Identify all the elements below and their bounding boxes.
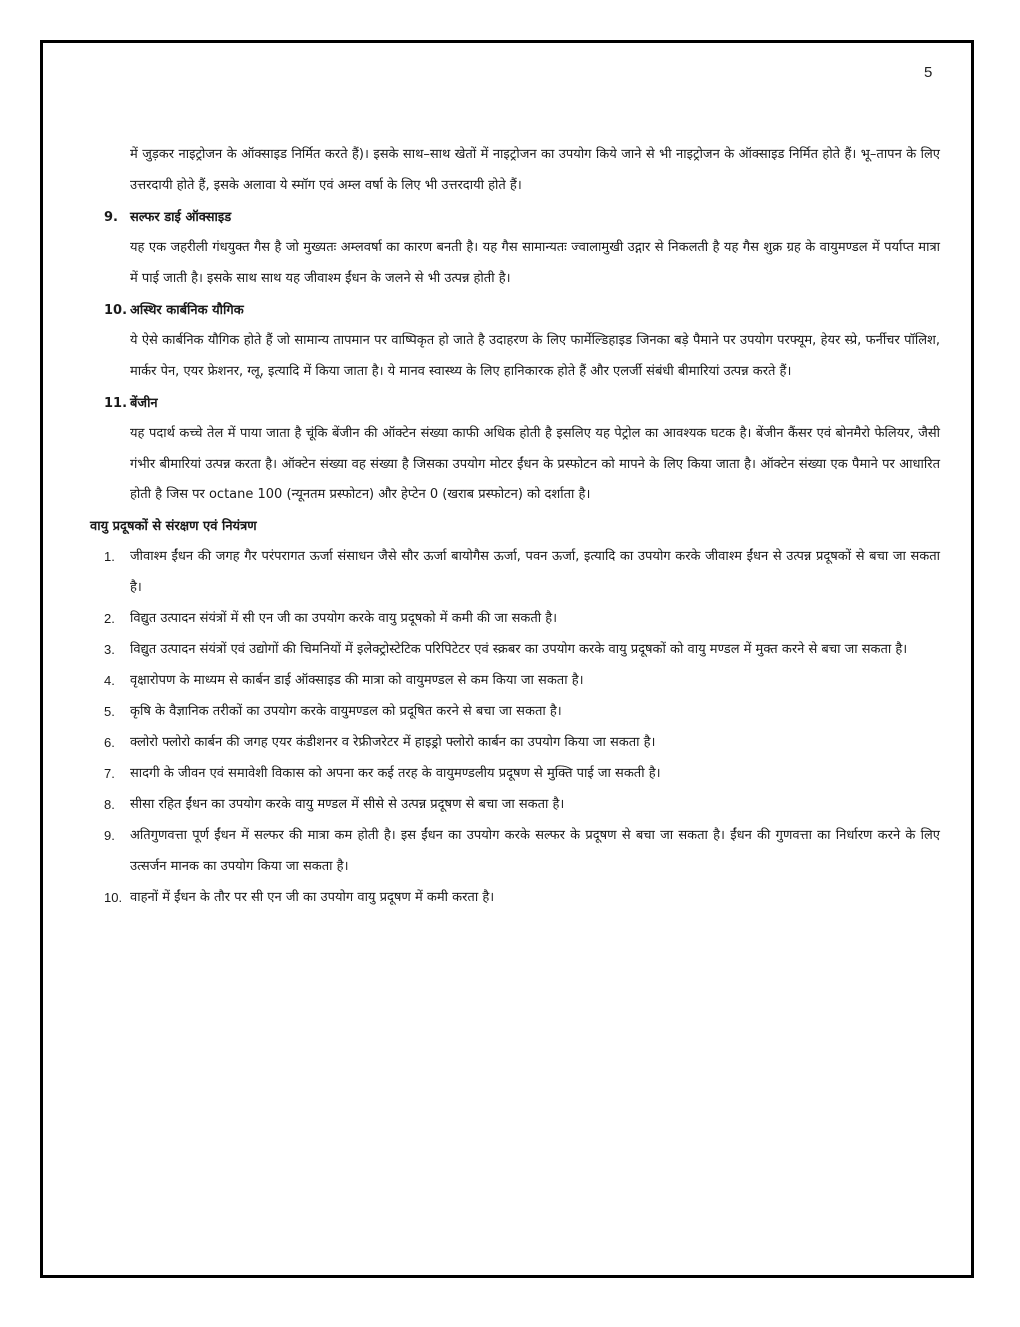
list-item (90, 820, 940, 882)
pollutant-heading (90, 203, 940, 233)
pollutant-item-voc (90, 296, 940, 387)
list-item-text: सीसा रहित ईंधन का उपयोग करके वायु मण्डल में सीसे से उत्पन्न प्रदूषण से बचा जा सकता है। (130, 796, 565, 812)
document-body (90, 140, 940, 913)
list-item-number: 1. (104, 548, 115, 564)
list-item-text: विद्युत उत्पादन संयंत्रों में सी एन जी का उपयोग करके वायु प्रदूषको में कमी की जा सकती है। (130, 610, 558, 626)
list-item (90, 696, 940, 727)
intro-paragraph: में जुड़कर नाइट्रोजन के ऑक्साइड निर्मित करते हैं)। इसके साथ–साथ खेतों में नाइट्रोजन का उपयोग किये जाने से भी नाइट्रोजन के ऑक्साइड निर्मित होते हैं। भू–तापन के लिए उत्तरदायी होते हैं, इसके अलावा ये स्मॉग एवं अम्ल वर्षा के लिए भी उत्तरदायी होते हैं। (130, 147, 940, 193)
pollutant-description: यह एक जहरीली गंधयुक्त गैस है जो मुख्यतः अम्लवर्षा का कारण बनती है। यह गैस सामान्यतः ज्वालामुखी उद्गार से निकलती है यह गैस शुक्र ग्रह के वायुमण्डल में पर्याप्त मात्रा में पाई जाती है। इसके साथ साथ यह जीवाश्म ईंधन के जलने से भी उत्पन्न होती है। (130, 240, 940, 286)
list-item (90, 727, 940, 758)
pollutant-item-benzene (90, 389, 940, 511)
list-item (90, 665, 940, 696)
list-item-number: 4. (104, 672, 115, 688)
list-item-number: 2. (104, 610, 115, 626)
list-item-text: जीवाश्म ईंधन की जगह गैर परंपरागत ऊर्जा संसाधन जैसे सौर ऊर्जा बायोगैस ऊर्जा, पवन ऊर्जा, इत्यादि का उपयोग करके जीवाश्म ईंधन से उत्पन्न प्रदूषकों से बचा जा सकता है। (130, 548, 940, 595)
list-item (90, 541, 940, 603)
list-item (90, 758, 940, 789)
list-item (90, 789, 940, 820)
pollutant-number: 10. (104, 303, 128, 318)
list-item-text: क्लोरो फ्लोरो कार्बन की जगह एयर कंडीशनर व रेफ्रीजरेटर में हाइड्रो फ्लोरो कार्बन का उपयोग किया जा सकता है। (130, 734, 656, 750)
pollutant-heading (90, 389, 940, 419)
pollutant-number: 9. (104, 210, 118, 225)
list-item-number: 7. (104, 765, 115, 781)
list-item (90, 882, 940, 913)
pollutant-item-sulfur-dioxide (90, 203, 940, 294)
pollutant-heading (90, 296, 940, 326)
page-number: 5 (924, 64, 933, 81)
pollutant-description: ये ऐसे कार्बनिक यौगिक होते हैं जो सामान्य तापमान पर वाष्पिकृत हो जाते है उदाहरण के लिए फार्मेल्डिहाइड जिनका बड़े पैमाने पर उपयोग परफ्यूम, हेयर स्प्रे, फर्नीचर पॉलिश, मार्कर पेन, एयर फ्रेशनर, ग्लू, इत्यादि में किया जाता है। ये मानव स्वास्थ्य के लिए हानिकारक होते हैं और एलर्जी संबंधी बीमारियां उत्पन्न करते हैं। (130, 333, 940, 379)
pollutant-number: 11. (104, 396, 128, 411)
list-item-text: वृक्षारोपण के माध्यम से कार्बन डाई ऑक्साइड की मात्रा को वायुमण्डल से कम किया जा सकता है। (130, 672, 584, 688)
list-item-number: 6. (104, 734, 115, 750)
list-item-number: 9. (104, 827, 115, 843)
pollutant-title: अस्थिर कार्बनिक यौगिक (130, 303, 244, 318)
pollutant-title: बेंजीन (130, 396, 158, 411)
list-item-text: कृषि के वैज्ञानिक तरीकों का उपयोग करके वायुमण्डल को प्रदूषित करने से बचा जा सकता है। (130, 703, 562, 719)
pollutant-description: यह पदार्थ कच्चे तेल में पाया जाता है चूंकि बेंजीन की ऑक्टेन संख्या काफी अधिक होती है इसलिए यह पेट्रोल का आवश्यक घटक है। बेंजीन कैंसर एवं बोनमैरो फेलियर, जैसी गंभीर बीमारियां उत्पन्न करता है। ऑक्टेन संख्या वह संख्या है जिसका उपयोग मोटर ईंधन के प्रस्फोटन को मापने के लिए किया जाता है। ऑक्टेन संख्या एक पैमाने पर आधारित होती है जिस पर octane 100 (न्यूनतम प्रस्फोटन) और हेप्टेन 0 (खराब प्रस्फोटन) को दर्शाता है। (130, 426, 940, 502)
control-section-title: वायु प्रदूषकों से संरक्षण एवं नियंत्रण (90, 518, 257, 534)
list-item-number: 5. (104, 703, 115, 719)
list-item-text: अतिगुणवत्ता पूर्ण ईंधन में सल्फर की मात्रा कम होती है। इस ईंधन का उपयोग करके सल्फर के प्रदूषण से बचा जा सकता है। ईंधन की गुणवत्ता का निर्धारण करने के लिए उत्सर्जन मानक का उपयोग किया जा सकता है। (130, 827, 940, 874)
list-item-text: विद्युत उत्पादन संयंत्रों एवं उद्योगों की चिमनियों में इलेक्ट्रोस्टेटिक परिपिटेटर एवं स्क्रबर का उपयोग करके वायु प्रदूषकों को वायु मण्डल में मुक्त करने से बचा जा सकता है। (130, 641, 908, 657)
list-item-number: 3. (104, 641, 115, 657)
list-item (90, 603, 940, 634)
list-item-number: 10. (104, 889, 123, 905)
pollutant-title: सल्फर डाई ऑक्साइड (130, 210, 232, 225)
list-item-text: वाहनों में ईंधन के तौर पर सी एन जी का उपयोग वायु प्रदूषण में कमी करता है। (130, 889, 495, 905)
list-item-number: 8. (104, 796, 115, 812)
control-list (90, 541, 940, 913)
list-item (90, 634, 940, 665)
list-item-text: सादगी के जीवन एवं समावेशी विकास को अपना कर कई तरह के वायुमण्डलीय प्रदूषण से मुक्ति पाई जा सकती है। (130, 765, 661, 781)
